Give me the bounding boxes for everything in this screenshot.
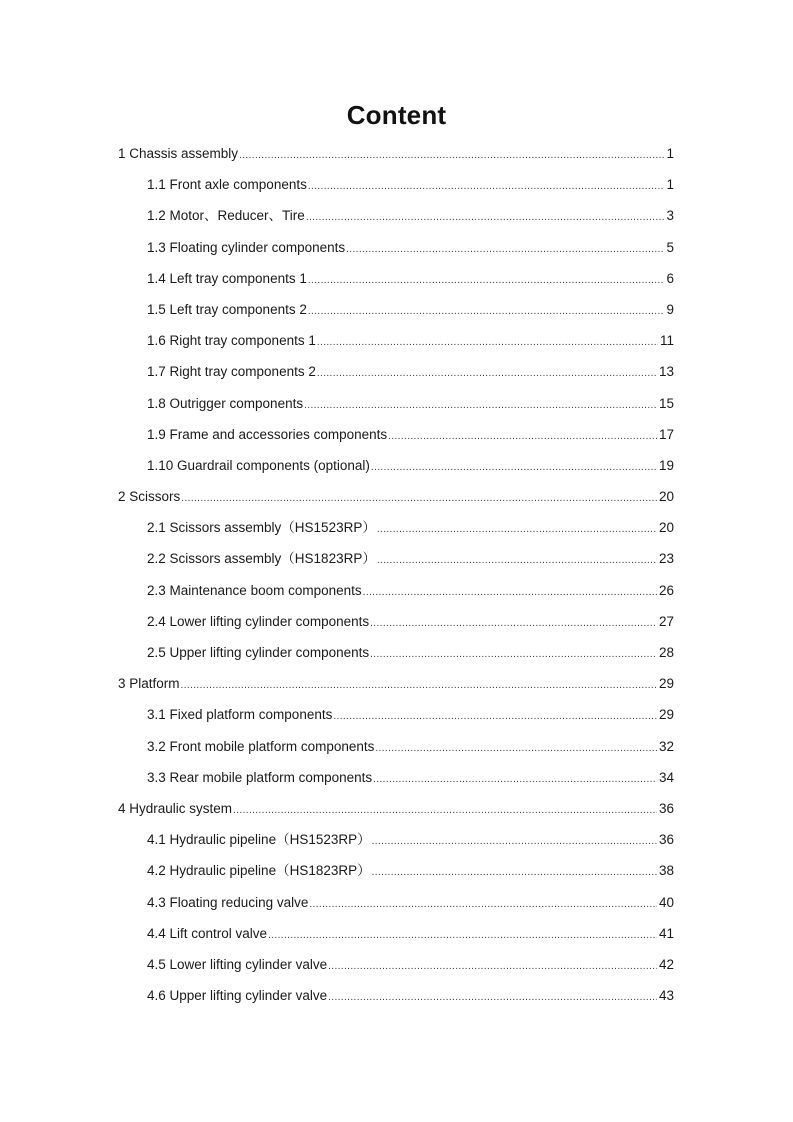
- toc-entry-page-number: 1: [666, 146, 674, 161]
- toc-entry-label: 2 Scissors: [118, 489, 181, 505]
- toc-section-entry[interactable]: [118, 826, 674, 857]
- dot-leader: [372, 828, 657, 856]
- toc-entry-label: 1.8 Outrigger components: [147, 395, 304, 411]
- toc-entry-label: 4.2 Hydraulic pipeline（HS1823RP）: [147, 863, 371, 879]
- toc-entry-label: 2.4 Lower lifting cylinder components: [147, 613, 370, 629]
- toc-entry-page-number: 15: [658, 395, 674, 411]
- dot-leader: [181, 672, 657, 700]
- toc-section-entry[interactable]: [118, 982, 674, 1013]
- toc-section-entry[interactable]: [118, 701, 674, 732]
- toc-entry-label: 4.6 Upper lifting cylinder valve: [147, 988, 328, 1004]
- dot-leader: [377, 547, 657, 575]
- toc-section-entry[interactable]: [118, 514, 674, 545]
- toc-entry-label: 4.4 Lift control valve: [147, 925, 268, 941]
- dot-leader: [363, 579, 657, 607]
- toc-entry-page-number: 36: [658, 832, 674, 848]
- dot-leader: [333, 703, 657, 731]
- toc-entry-page-number: 17: [658, 426, 674, 442]
- toc-section-entry[interactable]: [118, 639, 674, 670]
- toc-section-entry[interactable]: [118, 920, 674, 951]
- toc-section-entry[interactable]: [118, 608, 674, 639]
- toc-entry-page-number: 43: [658, 988, 674, 1004]
- toc-entry-page-number: 9: [666, 301, 674, 317]
- toc-entry-label: 3.3 Rear mobile platform components: [147, 769, 373, 785]
- toc-section-entry[interactable]: [118, 202, 674, 233]
- toc-entry-page-number: 36: [658, 800, 674, 816]
- toc-chapter-entry[interactable]: [118, 795, 674, 826]
- dot-leader: [328, 984, 657, 1012]
- toc-entry-label: 3 Platform: [118, 676, 180, 692]
- toc-entry-page-number: 26: [658, 582, 674, 598]
- toc-entry-page-number: 13: [658, 364, 674, 380]
- toc-section-entry[interactable]: [118, 951, 674, 982]
- dot-leader: [373, 766, 657, 794]
- toc-chapter-entry[interactable]: [118, 140, 674, 171]
- toc-entry-page-number: 20: [658, 520, 674, 536]
- dot-leader: [268, 922, 657, 950]
- toc-section-entry[interactable]: [118, 327, 674, 358]
- toc-section-entry[interactable]: [118, 421, 674, 452]
- toc-entry-page-number: 32: [658, 738, 674, 754]
- toc-entry-label: 2.1 Scissors assembly（HS1523RP）: [147, 520, 376, 536]
- toc-entry-page-number: 42: [658, 956, 674, 972]
- dot-leader: [317, 329, 658, 357]
- toc-entry-page-number: 40: [658, 894, 674, 910]
- dot-leader: [181, 485, 657, 513]
- toc-entry-label: 4 Hydraulic system: [118, 800, 233, 816]
- toc-section-entry[interactable]: [118, 296, 674, 327]
- toc-entry-page-number: 6: [666, 270, 674, 286]
- toc-entry-page-number: 5: [666, 239, 674, 255]
- toc-entry-label: 1.6 Right tray components 1: [147, 333, 316, 349]
- toc-entry-page-number: 23: [658, 551, 674, 567]
- toc-entry-label: 2.3 Maintenance boom components: [147, 582, 362, 598]
- toc-entry-page-number: 28: [658, 645, 674, 660]
- toc-entry-page-number: 38: [658, 863, 674, 879]
- table-of-contents: [118, 140, 674, 1013]
- toc-entry-label: 2.5 Upper lifting cylinder components: [147, 645, 370, 660]
- dot-leader: [371, 454, 657, 482]
- toc-entry-label: 4.3 Floating reducing valve: [147, 894, 309, 910]
- toc-entry-page-number: 29: [658, 707, 674, 723]
- toc-entry-label: 2.2 Scissors assembly（HS1823RP）: [147, 551, 376, 567]
- dot-leader: [377, 516, 657, 544]
- toc-entry-label: 1 Chassis assembly: [118, 146, 239, 161]
- toc-section-entry[interactable]: [118, 545, 674, 576]
- dot-leader: [233, 797, 657, 825]
- dot-leader: [308, 298, 665, 326]
- toc-entry-label: 1.2 Motor、Reducer、Tire: [147, 208, 305, 224]
- toc-entry-page-number: 19: [658, 457, 674, 473]
- toc-section-entry[interactable]: [118, 265, 674, 296]
- toc-entry-label: 1.5 Left tray components 2: [147, 301, 307, 317]
- toc-section-entry[interactable]: [118, 234, 674, 265]
- dot-leader: [308, 173, 665, 201]
- dot-leader: [328, 953, 657, 981]
- dot-leader: [239, 142, 664, 170]
- toc-entry-label: 3.2 Front mobile platform components: [147, 738, 375, 754]
- toc-entry-page-number: 20: [658, 489, 674, 505]
- toc-entry-label: 4.5 Lower lifting cylinder valve: [147, 956, 328, 972]
- toc-entry-label: 1.4 Left tray components 1: [147, 270, 307, 286]
- dot-leader: [370, 641, 657, 669]
- toc-entry-label: 1.9 Frame and accessories components: [147, 426, 388, 442]
- dot-leader: [375, 735, 657, 763]
- toc-entry-page-number: 27: [658, 613, 674, 629]
- toc-entry-page-number: 11: [659, 333, 674, 349]
- toc-entry-page-number: 34: [658, 769, 674, 785]
- toc-entry-label: 1.1 Front axle components: [147, 177, 307, 193]
- toc-entry-page-number: 3: [666, 208, 674, 224]
- toc-section-entry[interactable]: [118, 889, 674, 920]
- dot-leader: [388, 423, 657, 451]
- toc-entry-label: 1.3 Floating cylinder components: [147, 239, 346, 255]
- toc-section-entry[interactable]: [118, 733, 674, 764]
- toc-entry-page-number: 1: [666, 177, 674, 193]
- dot-leader: [372, 859, 657, 887]
- dot-leader: [306, 204, 665, 232]
- toc-section-entry[interactable]: [118, 390, 674, 421]
- toc-section-entry[interactable]: [118, 358, 674, 389]
- dot-leader: [304, 392, 657, 420]
- toc-section-entry[interactable]: [118, 764, 674, 795]
- page-title: Content: [346, 100, 447, 130]
- toc-section-entry[interactable]: [118, 171, 674, 202]
- dot-leader: [346, 236, 664, 264]
- toc-entry-label: 3.1 Fixed platform components: [147, 707, 333, 723]
- toc-entry-label: 1.10 Guardrail components (optional): [147, 457, 370, 473]
- toc-entry-label: 4.1 Hydraulic pipeline（HS1523RP）: [147, 832, 371, 848]
- toc-entry-page-number: 29: [658, 676, 674, 692]
- dot-leader: [370, 610, 657, 638]
- toc-entry-label: 1.7 Right tray components 2: [147, 364, 316, 380]
- toc-chapter-entry[interactable]: [118, 670, 674, 701]
- toc-section-entry[interactable]: [118, 857, 674, 888]
- toc-section-entry[interactable]: [118, 577, 674, 608]
- dot-leader: [317, 360, 657, 388]
- dot-leader: [308, 267, 665, 295]
- toc-entry-page-number: 41: [658, 925, 674, 941]
- dot-leader: [309, 891, 657, 919]
- toc-chapter-entry[interactable]: [118, 483, 674, 514]
- toc-section-entry[interactable]: [118, 452, 674, 483]
